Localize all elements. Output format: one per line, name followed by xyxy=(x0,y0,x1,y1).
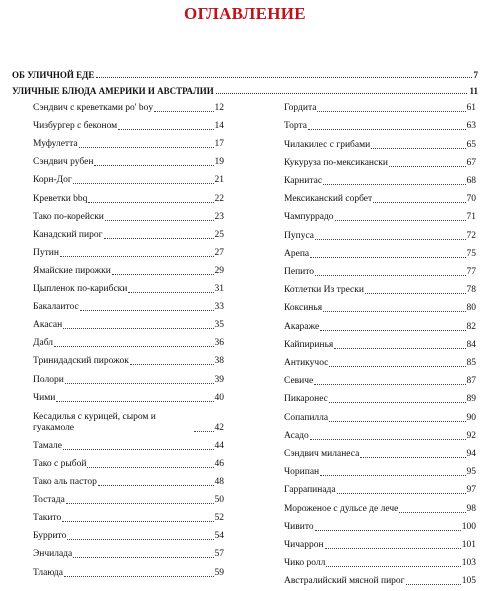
dot-leader xyxy=(56,401,213,402)
dot-leader xyxy=(399,512,465,513)
toc-entry[interactable] xyxy=(284,500,476,514)
toc-entry[interactable] xyxy=(33,299,224,313)
toc-entry-label: Путин xyxy=(33,247,59,258)
toc-entry-page: 94 xyxy=(466,448,476,459)
toc-entry-label: Акараже xyxy=(284,321,320,332)
toc-entry[interactable] xyxy=(284,191,476,205)
toc-entry[interactable] xyxy=(33,227,224,241)
dot-leader xyxy=(310,257,465,258)
toc-entry-label: Чорипан xyxy=(284,467,320,478)
toc-entry[interactable] xyxy=(33,408,224,434)
toc-entry[interactable] xyxy=(284,300,476,314)
toc-entry-label: Бакалаитос xyxy=(33,302,79,313)
toc-entry-page: 27 xyxy=(214,247,224,258)
dot-leader xyxy=(80,310,214,311)
dot-leader xyxy=(88,202,213,203)
dot-leader xyxy=(87,467,213,468)
toc-entry-page: 95 xyxy=(466,467,476,478)
dot-leader xyxy=(66,503,214,504)
toc-entry[interactable] xyxy=(284,264,476,278)
dot-leader xyxy=(194,431,214,432)
toc-entry-label: Севиче xyxy=(284,376,314,387)
dot-leader xyxy=(373,202,465,203)
toc-entry-label: Котлетки Из трески xyxy=(284,285,364,296)
dot-leader xyxy=(310,439,466,440)
toc-entry-label: Асадо xyxy=(284,430,309,441)
toc-entry-label: Буррито xyxy=(33,531,67,542)
toc-entry[interactable] xyxy=(33,438,224,452)
toc-entry-page: 33 xyxy=(214,302,224,313)
dot-leader xyxy=(329,421,465,422)
dot-leader xyxy=(128,292,213,293)
toc-entry-page: 67 xyxy=(466,157,476,168)
toc-entry[interactable] xyxy=(33,245,224,259)
toc-entry-label: Ямайские пирожки xyxy=(33,265,111,276)
toc-entry-page: 85 xyxy=(466,357,476,368)
toc-entry-label: Кукуруза по-мексикански xyxy=(284,157,388,168)
toc-entry-label: Цыпленок по-карибски xyxy=(33,284,128,295)
toc-entry-page: 100 xyxy=(461,521,476,532)
dot-leader xyxy=(112,274,214,275)
toc-entry[interactable] xyxy=(33,136,224,150)
toc-entry-page: 63 xyxy=(466,121,476,132)
dot-leader xyxy=(73,557,213,558)
toc-entry-page: 87 xyxy=(466,376,476,387)
dot-leader xyxy=(315,239,466,240)
toc-section-america-australia[interactable] xyxy=(12,86,478,100)
dot-leader xyxy=(326,566,460,567)
toc-entry-page: 14 xyxy=(214,121,224,132)
toc-entry-label: Австралийский мясной пирог xyxy=(284,576,405,587)
toc-entry-label: Карнитас xyxy=(284,175,323,186)
toc-entry-page: 105 xyxy=(461,576,476,587)
toc-entry-page: 36 xyxy=(214,338,224,349)
toc-entry-page: 71 xyxy=(466,212,476,223)
toc-entry[interactable] xyxy=(284,519,476,533)
toc-entry[interactable] xyxy=(284,428,476,442)
toc-entry[interactable] xyxy=(33,565,224,579)
toc-entry[interactable] xyxy=(284,173,476,187)
toc-entry[interactable] xyxy=(33,100,224,114)
toc-entry-label: Энчилада xyxy=(33,549,73,560)
toc-entry-label: Мороженое с дульсе де лече xyxy=(284,503,399,514)
dot-leader xyxy=(320,475,465,476)
dot-leader xyxy=(406,584,461,585)
toc-entry-page: 31 xyxy=(214,284,224,295)
toc-entry[interactable] xyxy=(284,373,476,387)
toc-entry-page: 12 xyxy=(214,103,224,114)
toc-section-page: 7 xyxy=(473,70,478,80)
toc-entry-page: 22 xyxy=(214,193,224,204)
toc-entry[interactable] xyxy=(33,528,224,542)
toc-entry-label: Чилакилес с грибами xyxy=(284,139,371,150)
toc-entry-page: 103 xyxy=(461,558,476,569)
dot-leader xyxy=(335,220,466,221)
toc-entry-page: 29 xyxy=(214,265,224,276)
toc-entry-label: Арепа xyxy=(284,248,310,259)
dot-leader xyxy=(337,493,466,494)
toc-entry-label: Чико ролл xyxy=(284,558,326,569)
toc-entry-label: Чампуррадо xyxy=(284,212,334,223)
toc-entry-page: 19 xyxy=(214,157,224,168)
dot-leader xyxy=(365,293,466,294)
toc-entry[interactable] xyxy=(284,155,476,169)
toc-entry[interactable] xyxy=(284,482,476,496)
toc-entry-label: Муфулетта xyxy=(33,139,78,150)
toc-entry[interactable] xyxy=(33,474,224,488)
toc-entry-page: 78 xyxy=(466,285,476,296)
toc-entry-page: 23 xyxy=(214,211,224,222)
toc-entry[interactable] xyxy=(284,573,476,587)
toc-entry-page: 97 xyxy=(466,485,476,496)
dot-leader xyxy=(130,364,214,365)
toc-entry-page: 70 xyxy=(466,194,476,205)
toc-entry[interactable] xyxy=(284,136,476,150)
toc-entry-label: Корн-Дог xyxy=(33,175,72,186)
toc-entry-page: 80 xyxy=(466,303,476,314)
toc-entry[interactable] xyxy=(284,337,476,351)
toc-entry-page: 42 xyxy=(214,422,224,433)
dot-leader xyxy=(314,384,465,385)
toc-entry-page: 101 xyxy=(461,539,476,550)
dot-leader xyxy=(62,521,213,522)
toc-entry[interactable] xyxy=(33,372,224,386)
toc-entry-label: Гордита xyxy=(284,103,317,114)
toc-entry[interactable] xyxy=(284,100,476,114)
toc-entry-label: Тамале xyxy=(33,440,62,451)
toc-section-page: 11 xyxy=(469,86,478,96)
toc-entry-label: Пупуса xyxy=(284,230,314,241)
toc-entry-page: 68 xyxy=(466,175,476,186)
toc-entry-label: Кайпиринья xyxy=(284,339,334,350)
toc-entry-page: 90 xyxy=(466,412,476,423)
toc-entry-label: Чизбургер с беконом xyxy=(33,121,118,132)
dot-leader xyxy=(315,530,461,531)
toc-entry[interactable] xyxy=(33,335,224,349)
toc-entry-page: 59 xyxy=(214,567,224,578)
dot-leader xyxy=(325,548,461,549)
dot-leader xyxy=(60,256,214,257)
dot-leader xyxy=(67,539,213,540)
toc-entry-label: Креветки bbq xyxy=(33,193,88,204)
toc-entry-page: 25 xyxy=(214,229,224,240)
dot-leader xyxy=(63,449,214,450)
dot-leader xyxy=(64,576,214,577)
dot-leader xyxy=(389,166,466,167)
dot-leader xyxy=(104,238,214,239)
toc-section-label: УЛИЧНЫЕ БЛЮДА АМЕРИКИ И АВСТРАЛИИ xyxy=(12,86,214,96)
toc-entry-label: Чими xyxy=(33,392,56,403)
toc-entry-label: Сэндвич с креветками po' boy xyxy=(33,103,154,114)
toc-entry-page: 21 xyxy=(214,175,224,186)
toc-entry-page: 17 xyxy=(214,139,224,150)
toc-entry-page: 72 xyxy=(466,230,476,241)
dot-leader xyxy=(96,76,471,78)
toc-entry-label: Дабл xyxy=(33,338,54,349)
toc-entry-label: Антикучос xyxy=(284,357,329,368)
toc-entry-label: Тостада xyxy=(33,495,65,506)
toc-entry-label: Пепито xyxy=(284,266,315,277)
toc-entry-page: 54 xyxy=(214,531,224,542)
toc-entry-label: Сопапилла xyxy=(284,412,329,423)
toc-entry-page: 65 xyxy=(466,139,476,150)
toc-entry[interactable] xyxy=(284,446,476,460)
toc-entry-page: 61 xyxy=(466,103,476,114)
toc-entry[interactable] xyxy=(33,456,224,470)
toc-entry[interactable] xyxy=(33,118,224,132)
toc-entry-page: 50 xyxy=(214,495,224,506)
toc-entry-label: Акасан xyxy=(33,320,63,331)
dot-leader xyxy=(98,485,214,486)
toc-entry[interactable] xyxy=(284,282,476,296)
dot-leader xyxy=(371,148,465,149)
toc-entry[interactable] xyxy=(284,209,476,223)
toc-entry-page: 52 xyxy=(214,513,224,524)
toc-entry-label: Тринидадский пирожок xyxy=(33,356,129,367)
toc-entry[interactable] xyxy=(284,355,476,369)
toc-entry-page: 84 xyxy=(466,339,476,350)
toc-entry[interactable] xyxy=(284,464,476,478)
toc-entry-page: 92 xyxy=(466,430,476,441)
toc-entry[interactable] xyxy=(33,281,224,295)
dot-leader xyxy=(360,457,465,458)
dot-leader xyxy=(317,111,465,112)
toc-entry-label: Чивито xyxy=(284,521,314,532)
toc-entry[interactable] xyxy=(33,317,224,331)
dot-leader xyxy=(329,402,466,403)
toc-entry[interactable] xyxy=(33,209,224,223)
toc-entry[interactable] xyxy=(284,537,476,551)
dot-leader xyxy=(94,165,213,166)
dot-leader xyxy=(216,92,468,94)
toc-entry-page: 57 xyxy=(214,549,224,560)
toc-entry-label: Тако аль пастор xyxy=(33,477,97,488)
toc-entry-page: 44 xyxy=(214,440,224,451)
toc-entry-label: Кесадилья с курицей, сыром и гуакамоле xyxy=(33,411,156,433)
dot-leader xyxy=(323,184,465,185)
toc-entry[interactable] xyxy=(33,191,224,205)
toc-entry-label: Чичаррон xyxy=(284,539,324,550)
toc-entry[interactable] xyxy=(284,555,476,569)
toc-entry-label: Сэндвич миланеса xyxy=(284,448,360,459)
toc-entry[interactable] xyxy=(284,227,476,241)
dot-leader xyxy=(334,348,465,349)
toc-section-label: ОБ УЛИЧНОЙ ЕДЕ xyxy=(12,70,95,80)
toc-entry[interactable] xyxy=(33,546,224,560)
dot-leader xyxy=(63,328,213,329)
toc-entry-label: Гаррапинада xyxy=(284,485,336,496)
toc-entry[interactable] xyxy=(284,318,476,332)
toc-entry-label: Такито xyxy=(33,513,62,524)
toc-entry-page: 38 xyxy=(214,356,224,367)
toc-entry-label: Коксинья xyxy=(284,303,323,314)
toc-entry-page: 48 xyxy=(214,477,224,488)
toc-entry-page: 82 xyxy=(466,321,476,332)
dot-leader xyxy=(329,366,465,367)
toc-entry-label: Тако с рыбой xyxy=(33,458,87,469)
toc-entry-page: 39 xyxy=(214,374,224,385)
toc-entry[interactable] xyxy=(33,510,224,524)
toc-entry-page: 75 xyxy=(466,248,476,259)
toc-entry-page: 40 xyxy=(214,392,224,403)
toc-entry-label: Пикаронес xyxy=(284,394,328,405)
page-title: ОГЛАВЛЕНИЕ xyxy=(184,4,306,23)
toc-entry-page: 46 xyxy=(214,458,224,469)
toc-entry[interactable] xyxy=(33,353,224,367)
toc-entry[interactable] xyxy=(33,172,224,186)
toc-entry[interactable] xyxy=(33,492,224,506)
toc-entry-page: 35 xyxy=(214,320,224,331)
toc-entry[interactable] xyxy=(33,154,224,168)
toc-entry-label: Полори xyxy=(33,374,64,385)
toc-entry[interactable] xyxy=(284,246,476,260)
toc-entry-label: Тлаюда xyxy=(33,567,63,578)
toc-entry-label: Мексиканский сорбет xyxy=(284,194,373,205)
toc-entry-label: Сэндвич рубен xyxy=(33,157,94,168)
toc-entry-page: 89 xyxy=(466,394,476,405)
toc-entry[interactable] xyxy=(284,409,476,423)
toc-entry-page: 98 xyxy=(466,503,476,514)
dot-leader xyxy=(65,383,214,384)
dot-leader xyxy=(323,311,465,312)
dot-leader xyxy=(118,129,213,130)
dot-leader xyxy=(54,346,213,347)
dot-leader xyxy=(320,330,465,331)
dot-leader xyxy=(105,220,214,221)
toc-entry-label: Канадский пирог xyxy=(33,229,103,240)
toc-section-about-street-food[interactable] xyxy=(12,70,478,84)
dot-leader xyxy=(73,183,214,184)
dot-leader xyxy=(79,147,214,148)
dot-leader xyxy=(308,129,466,130)
toc-entry-label: Торта xyxy=(284,121,307,132)
toc-entry[interactable] xyxy=(33,263,224,277)
toc-entry-page: 77 xyxy=(466,266,476,277)
dot-leader xyxy=(154,111,213,112)
toc-entry[interactable] xyxy=(284,118,476,132)
toc-entry[interactable] xyxy=(33,390,224,404)
toc-entry[interactable] xyxy=(284,391,476,405)
dot-leader xyxy=(315,275,465,276)
toc-entry-label: Тако по-корейски xyxy=(33,211,104,222)
